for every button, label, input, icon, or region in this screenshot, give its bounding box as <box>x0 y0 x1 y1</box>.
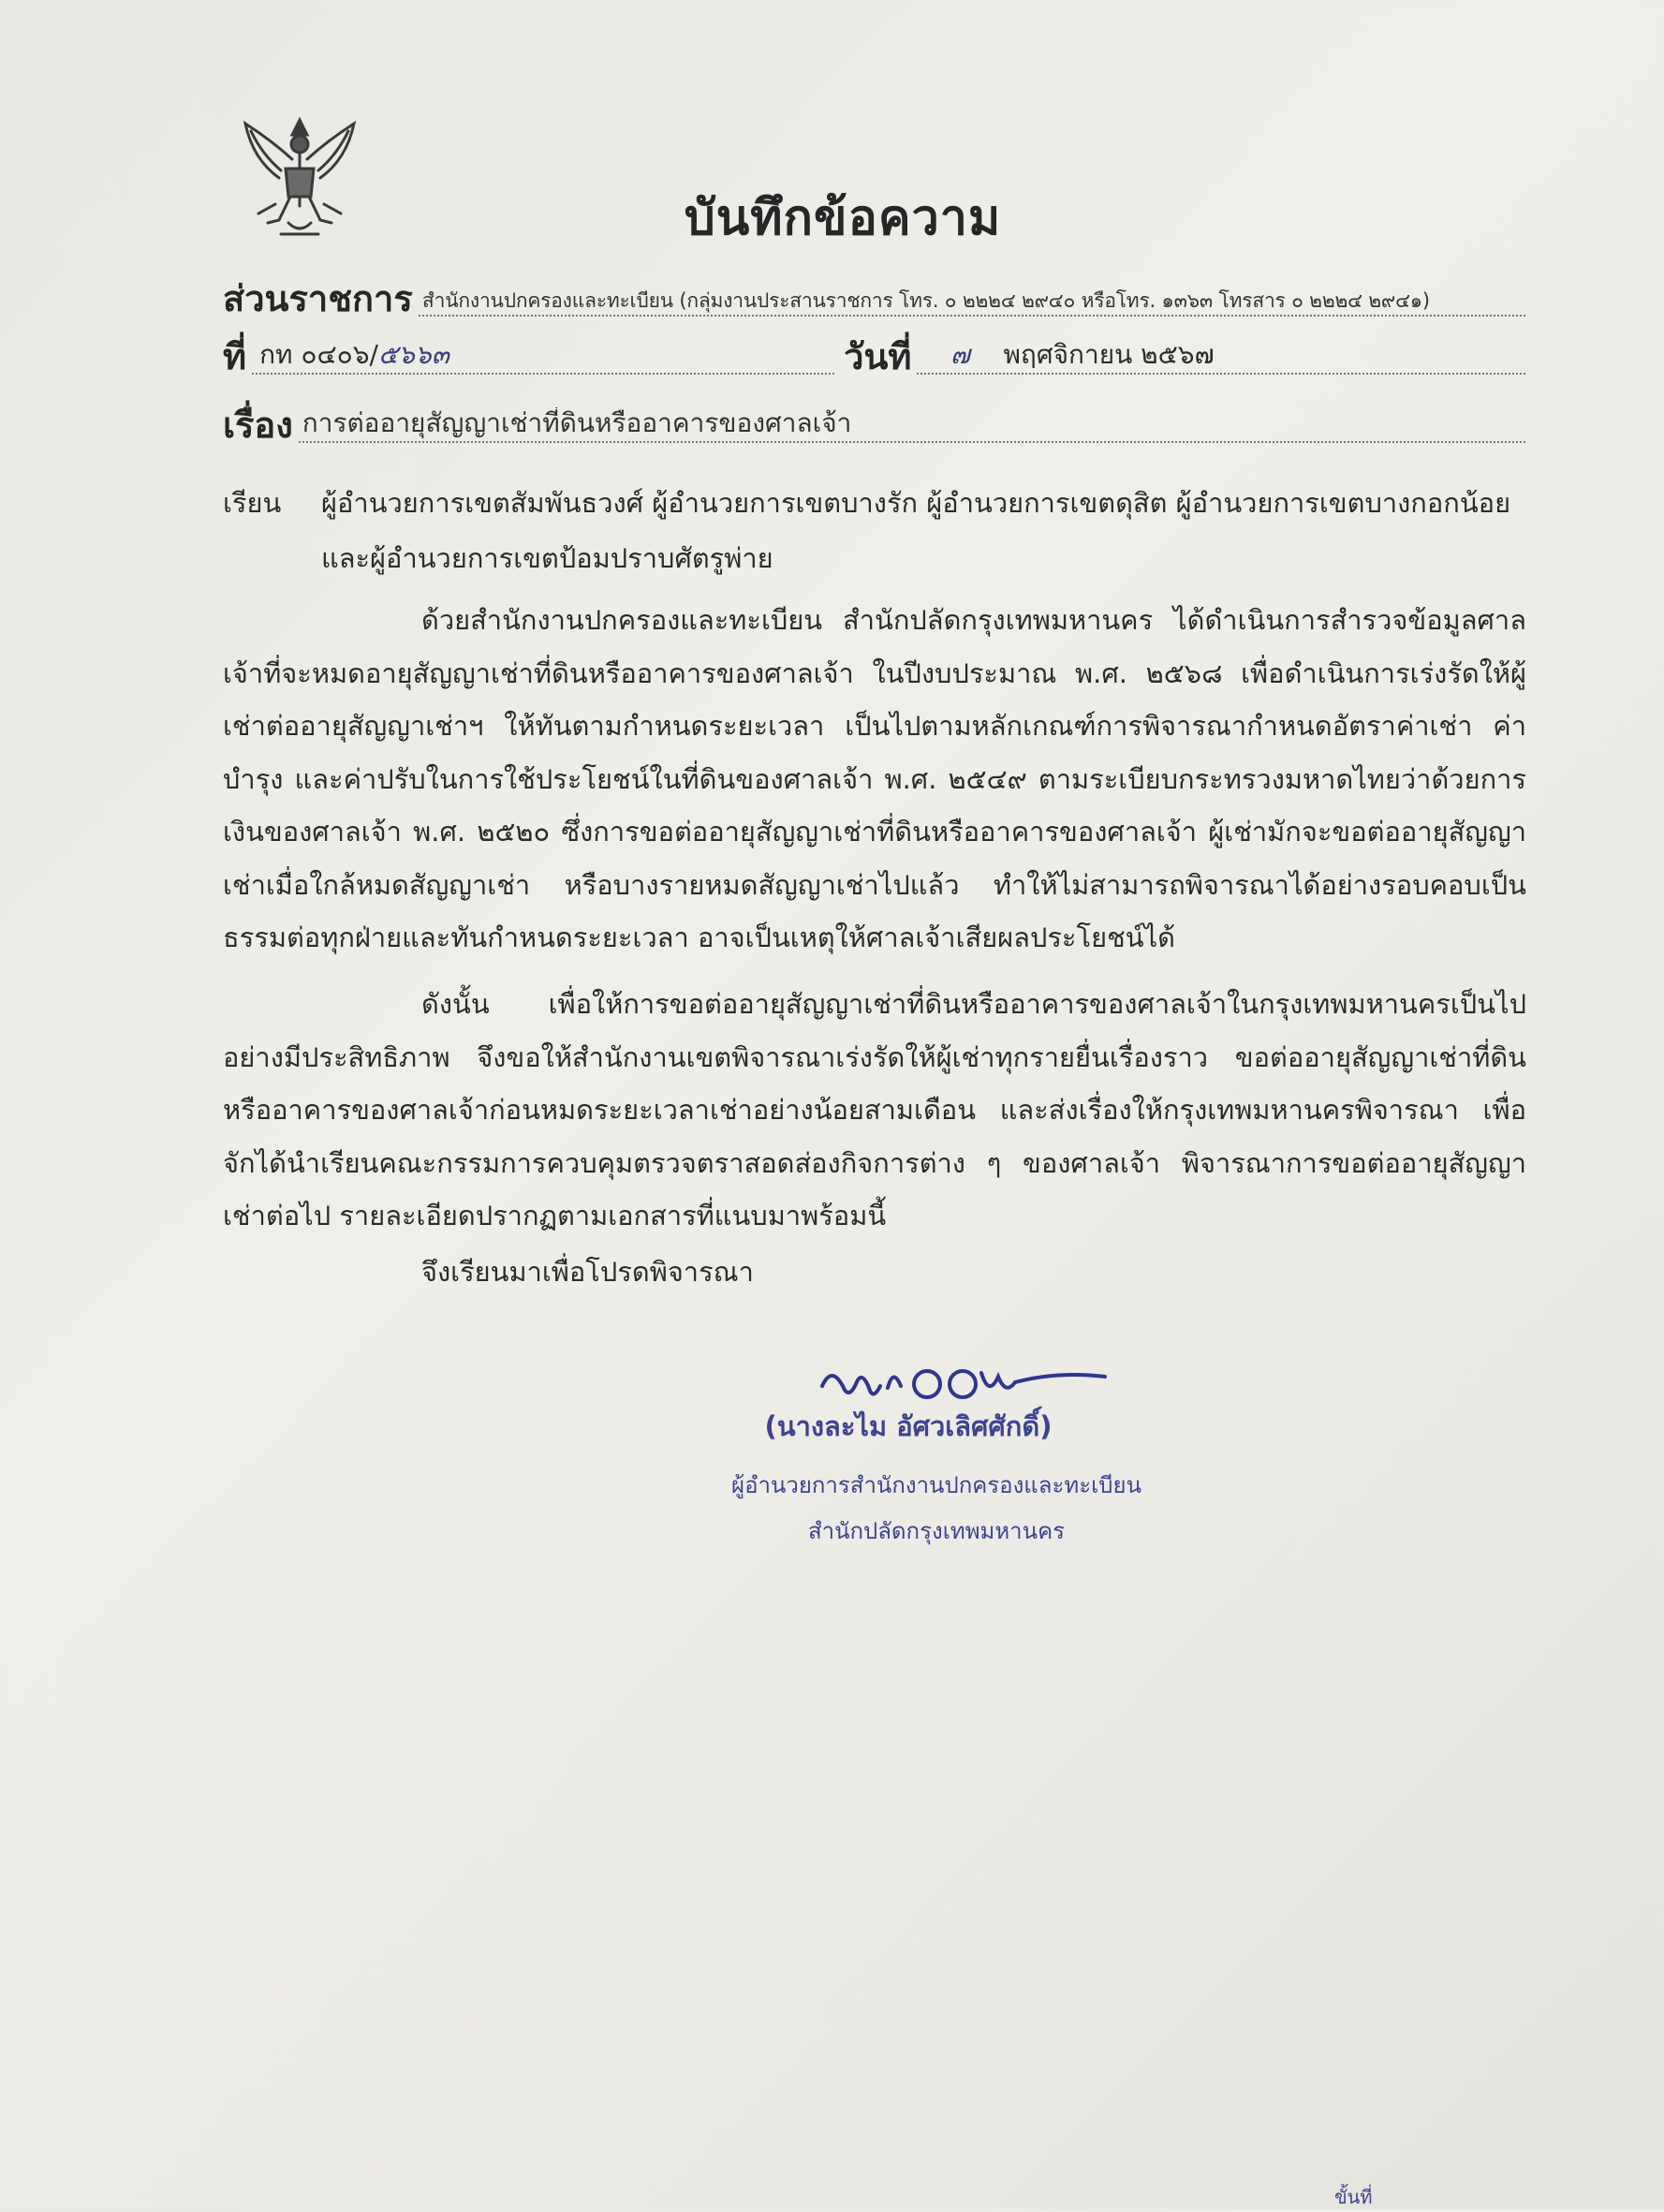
body-paragraph-2 <box>223 978 1526 1243</box>
memo-title: บันทึกข้อความ <box>684 190 1002 246</box>
reference-label: ที่ <box>223 336 247 377</box>
department-value: สำนักงานปกครองและทะเบียน (กลุ่มงานประสานราชการ โทร. ๐ ๒๒๒๔ ๒๙๔๐ หรือโทร. ๑๓๖๓ โทรสาร ๐ ๒๒๒๔ ๒๙๔๑) <box>419 289 1525 317</box>
garuda-emblem-icon <box>234 103 365 243</box>
signer-position: ผู้อำนวยการสำนักงานปกครองและทะเบียน <box>731 1472 1141 1498</box>
signer-name: (นางละไม อัศวเลิศศักดิ์) <box>764 1410 1053 1442</box>
subject-row <box>223 405 1525 446</box>
salutation-label: เรียน <box>223 487 282 519</box>
body-paragraph-1-text: ด้วยสำนักงานปกครองและทะเบียน สำนักปลัดกรุงเทพมหานคร ได้ดำเนินการสำรวจข้อมูลศาลเจ้าที่จะหมดอายุสัญญาเช่าที่ดินหรืออาคารของศาลเจ้า ในปีงบประมาณ พ.ศ. ๒๕๖๘ เพื่อดำเนินการเร่งรัดให้ผู้เช่าต่ออายุสัญญาเช่าฯ ให้ทันตามกำหนดระยะเวลา เป็นไปตามหลักเกณฑ์การพิจารณากำหนดอัตราค่าเช่า ค่าบำรุง และค่าปรับในการใช้ประโยชน์ในที่ดินของศาลเจ้า พ.ศ. ๒๕๔๙ ตามระเบียบกระทรวงมหาดไทยว่าด้วยการเงินของศาลเจ้า พ.ศ. ๒๕๒๐ ซึ่งการขอต่ออายุสัญญาเช่าที่ดินหรืออาคารของศาลเจ้า ผู้เช่ามักจะขอต่ออายุสัญญาเช่าเมื่อใกล้หมดสัญญาเช่า หรือบางรายหมดสัญญาเช่าไปแล้ว ทำให้ไม่สามารถพิจารณาได้อย่างรอบคอบเป็นธรรมต่อทุกฝ่ายและทันกำหนดระยะเวลา อาจเป็นเหตุให้ศาลเจ้าเสียผลประโยชน์ได้ <box>223 604 1526 953</box>
signer-organization: สำนักปลัดกรุงเทพมหานคร <box>807 1518 1066 1544</box>
reference-handwritten-number: ๕๖๖๓ <box>377 339 449 371</box>
salutation-line-1: ผู้อำนวยการเขตสัมพันธวงศ์ ผู้อำนวยการเขตบางรัก ผู้อำนวยการเขตดุสิต ผู้อำนวยการเขตบางกอกน้อย <box>321 487 1511 519</box>
date-field <box>917 339 1525 375</box>
signature-block <box>655 1405 1217 1549</box>
body-paragraph-1 <box>223 594 1526 965</box>
department-label: ส่วนราชการ <box>223 278 413 319</box>
reference-value: กท ๐๔๐๖/ <box>259 339 378 371</box>
reference-date-row <box>223 336 1525 377</box>
corner-note: ขั้นที่ <box>1334 2186 1373 2208</box>
body-paragraph-2-text: ดังนั้น เพื่อให้การขอต่ออายุสัญญาเช่าที่ดินหรืออาคารของศาลเจ้าในกรุงเทพมหานครเป็นไปอย่างมีประสิทธิภาพ จึงขอให้สำนักงานเขตพิจารณาเร่งรัดให้ผู้เช่าทุกรายยื่นเรื่องราว ขอต่ออายุสัญญาเช่าที่ดินหรืออาคารของศาลเจ้าก่อนหมดระยะเวลาเช่าอย่างน้อยสามเดือน และส่งเรื่องให้กรุงเทพมหานครพิจารณา เพื่อจักได้นำเรียนคณะกรรมการควบคุมตรวจตราสอดส่องกิจการต่าง ๆ ของศาลเจ้า พิจารณาการขอต่ออายุสัญญาเช่าต่อไป รายละเอียดปรากฏตามเอกสารที่แนบมาพร้อมนี้ <box>223 988 1526 1231</box>
subject-value: การต่ออายุสัญญาเช่าที่ดินหรืออาคารของศาลเจ้า <box>299 407 1525 443</box>
salutation-recipients <box>321 476 1529 586</box>
department-row <box>223 278 1525 319</box>
subject-label: เรื่อง <box>223 405 293 446</box>
reference-field <box>252 339 834 375</box>
date-day-handwritten: ๗ <box>950 339 970 371</box>
date-month-year: พฤศจิกายน ๒๕๖๗ <box>1003 339 1215 371</box>
closing-line: จึงเรียนมาเพื่อโปรดพิจารณา <box>421 1256 754 1288</box>
salutation-line-2: และผู้อำนวยการเขตป้อมปราบศัตรูพ่าย <box>321 542 773 574</box>
date-label: วันที่ <box>844 336 912 377</box>
